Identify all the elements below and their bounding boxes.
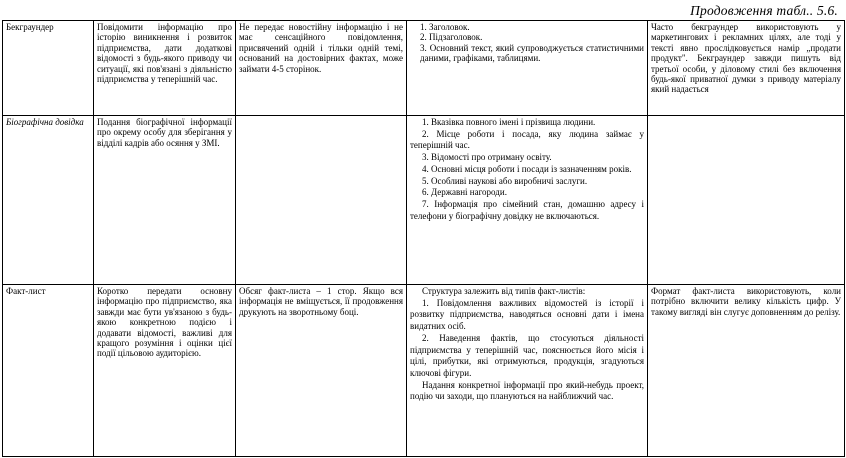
list-item: 3. Основний текст, який супроводжується статистичними даними, графіками, таблицями.: [420, 42, 644, 64]
structure-list: [410, 117, 644, 222]
document-type-label: Факт-лист: [6, 286, 46, 296]
list-item: 1. Вказівка повного імені і прізвища людини.: [422, 117, 596, 127]
notes-text: Формат факт-листа використовують, коли потрібно включити велику кількість цифр. У такому вигляді він слугує доповненням до релізу.: [651, 286, 841, 317]
list-item: 6. Державні нагороди.: [422, 187, 507, 198]
purpose-cell: [94, 285, 236, 457]
document-type-cell: [3, 21, 94, 116]
table-row: [3, 285, 845, 457]
purpose-text: Коротко передати основну інформацію про підприємство, яка завжди має бути ув'язаною з будь-якою конкретною подією і додавати відомості, важливі для кращого розуміння і оцінки цієї події цільовою аудиторією.: [97, 286, 232, 359]
table-row: [3, 116, 845, 285]
list-item: 4. Основні місця роботи і посади із зазначенням років.: [422, 163, 632, 174]
features-cell: [236, 116, 407, 285]
list-item: 1. Повідомлення важливих відомостей із історії і розвитку підприємства, наводяться основні дати і імена видатних осіб.: [410, 297, 644, 332]
list-item: 2. Місце роботи і посада, яку людина займає у теперішній час.: [410, 128, 644, 151]
list-item: 7. Інформація про сімейний стан, домашню адресу і телефони у біографічну довідку не включаються.: [410, 198, 644, 221]
document-type-cell: [3, 285, 94, 457]
notes-cell: [648, 21, 845, 116]
document-type-label: Біографічна довідка: [6, 117, 84, 127]
features-text: Обсяг факт-листа – 1 стор. Якщо вся інформація не вміщується, її продовження друкують на зворотньому боці.: [239, 286, 403, 317]
notes-text: Часто бекграундер використовують у маркетингових і рекламних цілях, але тоді у тексті явно прослідковується намір „продати продукт". Бекграундер завжди пишуть від третьої особи, у діловому стилі без включення будь-якої приватної думки з приводу матеріалу який надається: [651, 22, 841, 95]
notes-cell: [648, 285, 845, 457]
features-cell: [236, 285, 407, 457]
structure-cell: [407, 285, 648, 457]
table-caption: Продовження табл.. 5.6.: [690, 3, 838, 18]
purpose-cell: [94, 116, 236, 285]
list-item: 2. Наведення фактів, що стосуються діяльності підприємства у теперішній час, пояснюється його місія і цілі, прибутки, які отримуються, продукція, згадуються ключові фігури.: [410, 332, 644, 378]
structure-lead: Структура залежить від типів факт-листів:: [422, 286, 586, 296]
structure-tail: Надання конкретної інформації про який-небудь проект, подію чи заходи, що плануються на найближчий час.: [410, 379, 644, 402]
features-text: Не передає новостійну інформацію і не має сенсаційного повідомлення, присвячений одній і тільки одній темі, оснований на достовірних фактах, може займати 4-5 сторінок.: [239, 22, 403, 74]
purpose-text: Подання біографічної інформації про окрему особу для зберігання у відділі кадрів або осяння у ЗМІ.: [97, 117, 232, 148]
structure-cell: [407, 116, 648, 285]
list-item: 5. Особливі наукові або виробничі заслуги.: [422, 175, 588, 186]
document-type-label: Бекграундер: [6, 22, 54, 32]
pr-documents-table: [2, 20, 845, 457]
list-item: 1. Заголовок.: [420, 22, 470, 32]
table-row: [3, 21, 845, 116]
structure-list: [410, 22, 644, 64]
structure-cell: [407, 21, 648, 116]
document-type-cell: [3, 116, 94, 285]
structure-list: [410, 298, 644, 380]
list-item: 2. Підзаголовок.: [420, 32, 483, 43]
features-cell: [236, 21, 407, 116]
notes-cell: [648, 116, 845, 285]
purpose-text: Повідомити інформацію про історію виникнення і розвиток підприємства, дати додаткові відомості з будь-якого приводу чи ситуації, які пов'язані з діяльністю підприємства у теперішній час.: [97, 22, 232, 85]
list-item: 3. Відомості про отриману освіту.: [422, 152, 552, 163]
purpose-cell: [94, 21, 236, 116]
